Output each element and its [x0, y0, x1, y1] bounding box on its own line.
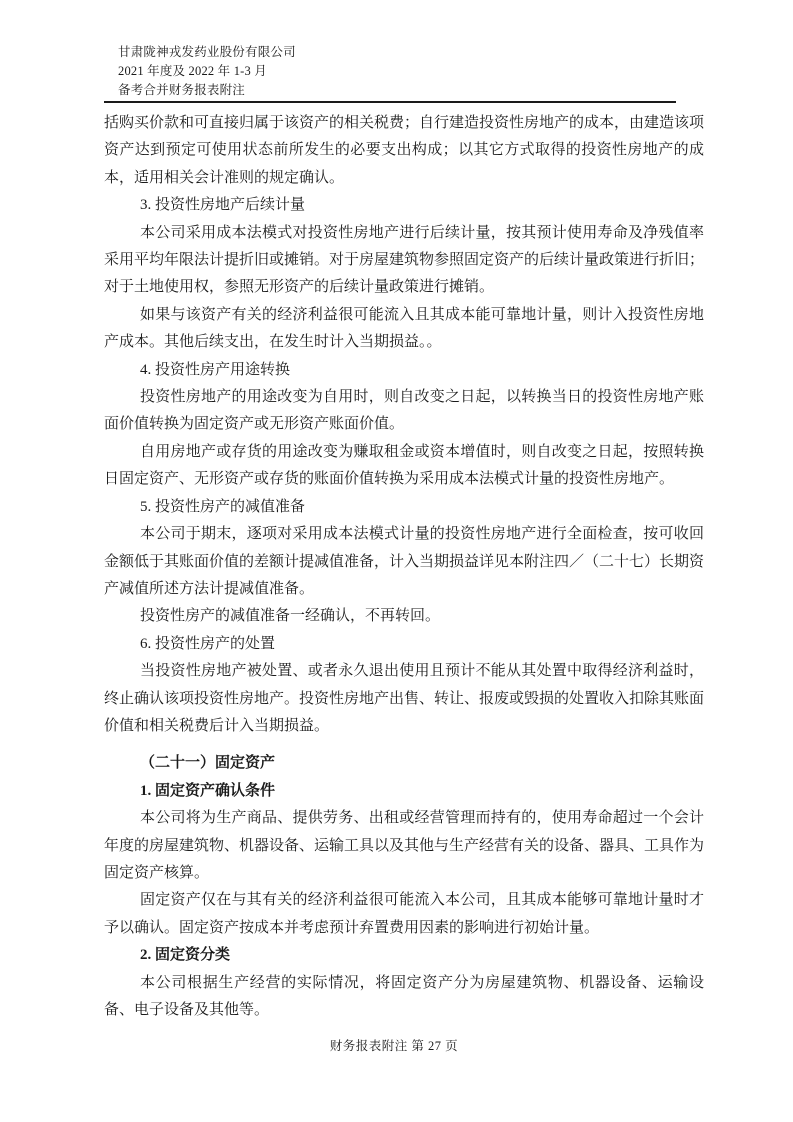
- paragraph: 如果与该资产有关的经济利益很可能流入且其成本能可靠地计量，则计入投资性房地产成本。其他后续支出，在发生时计入当期损益。。: [104, 306, 704, 351]
- paragraph: 投资性房地产的用途改变为自用时，则自改变之日起，以转换当日的投资性房地产账面价值转换为固定资产或无形资产账面价值。: [104, 389, 704, 433]
- footer-page-label: 财务报表附注 第 27 页: [329, 1039, 459, 1053]
- paragraph: 自用房地产或存货的用途改变为赚取租金或资本增值时，则自改变之日起，按照转换日固定资产、无形资产或存货的账面价值转换为采用成本法模式计量的投资性房地产。: [104, 443, 704, 488]
- paragraph: 投资性房产的减值准备一经确认，不再转回。: [140, 608, 441, 625]
- section-heading: （二十一）固定资产: [140, 755, 276, 772]
- paragraph: 本公司采用成本法模式对投资性房地产进行后续计量，按其预计使用寿命及净残值率采用平均年限法计提折旧或摊销。对于房屋建筑物参照固定资产的后续计量政策进行折旧；对于土地使用权，参照无形资产的后续计量政策进行摊销。: [104, 224, 705, 296]
- paragraph: 本公司将为生产商品、提供劳务、出租或经营管理而持有的，使用寿命超过一个会计年度的房屋建筑物、机器设备、运输工具以及其他与生产经营有关的设备、器具、工具作为固定资产核算。: [104, 810, 705, 881]
- document-body: [104, 104, 704, 1024]
- header-company-name: 甘肃陇神戎发药业股份有限公司: [118, 45, 296, 59]
- paragraph: 当投资性房地产被处置、或者永久退出使用且预计不能从其处置中取得经济利益时，终止确认该项投资性房地产。投资性房地产出售、转让、报废或毁损的处置收入扣除其账面价值和相关税费后计入当期损益。: [104, 663, 705, 734]
- page-footer: [104, 1036, 684, 1054]
- numbered-item-heading: 4. 投资性房产用途转换: [140, 361, 291, 378]
- subsection-heading: 1. 固定资产确认条件: [140, 782, 276, 799]
- paragraph: 本公司根据生产经营的实际情况，将固定资产分为房屋建筑物、机器设备、运输设备、电子设备及其他等。: [104, 974, 704, 1018]
- subsection-heading: 2. 固定资分类: [140, 947, 231, 964]
- header-report-title: 备考合并财务报表附注: [118, 82, 246, 97]
- numbered-item-heading: 5. 投资性房产的减值准备: [140, 498, 306, 515]
- header-rule-divider: [104, 101, 676, 103]
- numbered-item-heading: 3. 投资性房地产后续计量: [140, 197, 306, 214]
- header-report-period: 2021 年度及 2022 年 1-3 月: [118, 63, 267, 78]
- numbered-item-heading: 6. 投资性房产的处置: [140, 635, 276, 652]
- page-header: [118, 43, 296, 99]
- paragraph: 括购买价款和可直接归属于该资产的相关税费；自行建造投资性房地产的成本，由建造该项资产达到预定可使用状态前所发生的必要支出构成；以其它方式取得的投资性房地产的成本，适用相关会计准则的规定确认。: [104, 115, 705, 186]
- paragraph: 本公司于期末，逐项对采用成本法模式计量的投资性房地产进行全面检查，按可收回金额低于其账面价值的差额计提减值准备，计入当期损益详见本附注四／（二十七）长期资产减值所述方法计提减值准备。: [104, 526, 705, 597]
- paragraph: 固定资产仅在与其有关的经济利益很可能流入本公司，且其成本能够可靠地计量时才予以确认。固定资产按成本并考虑预计弃置费用因素的影响进行初始计量。: [104, 892, 704, 936]
